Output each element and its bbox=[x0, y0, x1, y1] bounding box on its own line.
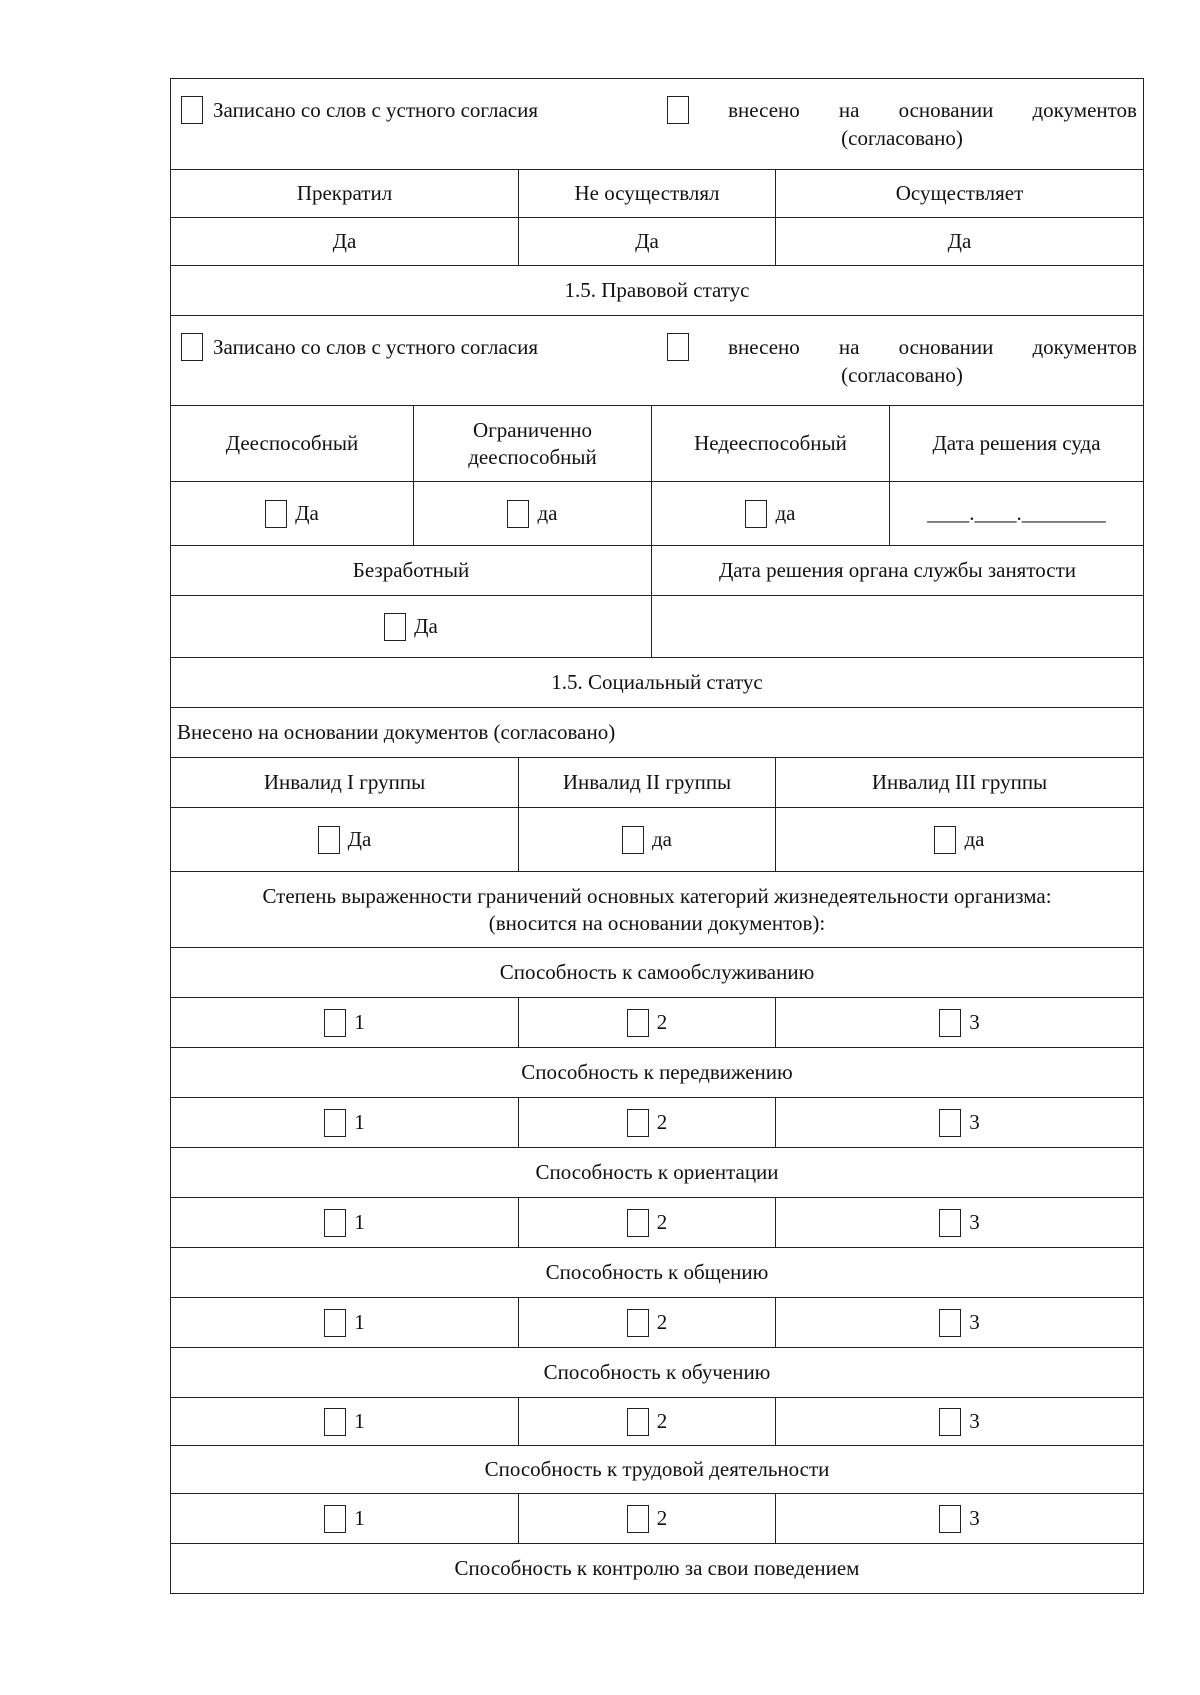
level-option bbox=[775, 1298, 1143, 1347]
value-engaged[interactable]: Да bbox=[775, 218, 1143, 265]
level-1-checkbox[interactable] bbox=[324, 1408, 346, 1436]
capable-option bbox=[171, 482, 413, 545]
header-limited-capable-text: Ограниченно дееспособный bbox=[468, 417, 597, 469]
level-option bbox=[518, 1298, 775, 1347]
docs-consent-word: внесено bbox=[728, 97, 800, 122]
level-1-label: 1 bbox=[354, 1210, 365, 1234]
questionnaire-form bbox=[170, 78, 1144, 1594]
consent-cell bbox=[171, 79, 1143, 169]
category-levels-row bbox=[171, 1397, 1143, 1445]
unemployment-header-row bbox=[171, 545, 1143, 595]
level-option bbox=[775, 1398, 1143, 1445]
category-title-row bbox=[171, 1247, 1143, 1297]
docs-consent-word: на bbox=[838, 97, 860, 122]
oral-consent-label: Записано со слов с устного согласия bbox=[213, 334, 538, 359]
level-2-checkbox[interactable] bbox=[627, 1505, 649, 1533]
category-title-row bbox=[171, 1047, 1143, 1097]
level-2-label: 2 bbox=[656, 1210, 668, 1234]
level-option bbox=[518, 1098, 775, 1147]
level-2-label: 2 bbox=[656, 1110, 668, 1134]
header-not-engaged: Не осуществлял bbox=[518, 170, 775, 217]
level-option bbox=[171, 1098, 518, 1147]
category-self-care-title: Способность к самообслуживанию bbox=[499, 960, 815, 984]
category-self-control-title: Способность к контролю за свои поведением bbox=[454, 1556, 860, 1580]
disability-group-1-label: Да bbox=[347, 827, 372, 851]
category-levels-row bbox=[171, 997, 1143, 1047]
disability-group-2-header: Инвалид II группы bbox=[518, 758, 775, 807]
disability-values-row bbox=[171, 807, 1143, 871]
category-title-row bbox=[171, 1543, 1143, 1593]
level-2-checkbox[interactable] bbox=[627, 1209, 649, 1237]
level-option bbox=[171, 998, 518, 1047]
level-3-label: 3 bbox=[969, 1010, 980, 1034]
unemployment-decision-date-field[interactable] bbox=[651, 596, 1143, 657]
level-3-label: 3 bbox=[969, 1310, 980, 1334]
header-incapable: Недееспособный bbox=[651, 406, 889, 481]
level-option bbox=[775, 998, 1143, 1047]
docs-consent-label-line2: (согласовано) bbox=[841, 126, 963, 150]
employment-header-row bbox=[171, 169, 1143, 217]
unemployed-checkbox[interactable] bbox=[384, 613, 406, 641]
docs-consent-label-line2: (согласовано) bbox=[841, 363, 963, 387]
unemployed-header: Безработный bbox=[352, 558, 470, 582]
category-levels-row bbox=[171, 1297, 1143, 1347]
category-communication-title: Способность к общению bbox=[545, 1260, 769, 1284]
unemployment-values-row bbox=[171, 595, 1143, 657]
level-2-checkbox[interactable] bbox=[627, 1309, 649, 1337]
social-status-note-row bbox=[171, 707, 1143, 757]
level-option bbox=[518, 1198, 775, 1247]
category-orientation-title: Способность к ориентации bbox=[535, 1160, 779, 1184]
level-3-checkbox[interactable] bbox=[939, 1408, 961, 1436]
legal-status-title-row bbox=[171, 265, 1143, 315]
category-levels-row bbox=[171, 1097, 1143, 1147]
disability-group-2-label: да bbox=[651, 827, 672, 851]
level-option bbox=[518, 998, 775, 1047]
level-2-checkbox[interactable] bbox=[627, 1408, 649, 1436]
incapable-option-label: да bbox=[775, 501, 796, 525]
capable-option-label: Да bbox=[295, 501, 319, 525]
level-2-label: 2 bbox=[656, 1010, 668, 1034]
level-option bbox=[171, 1298, 518, 1347]
level-option bbox=[775, 1098, 1143, 1147]
social-status-title: 1.5. Социальный статус bbox=[551, 670, 763, 694]
category-title-row bbox=[171, 1347, 1143, 1397]
oral-consent-checkbox[interactable] bbox=[181, 96, 203, 124]
category-work-title: Способность к трудовой деятельности bbox=[484, 1457, 830, 1481]
level-2-label: 2 bbox=[656, 1409, 668, 1433]
level-3-checkbox[interactable] bbox=[939, 1009, 961, 1037]
header-engaged: Осуществляет bbox=[775, 170, 1143, 217]
level-1-checkbox[interactable] bbox=[324, 1009, 346, 1037]
unemployed-option-label: Да bbox=[414, 614, 438, 638]
level-2-label: 2 bbox=[656, 1310, 668, 1334]
level-1-checkbox[interactable] bbox=[324, 1505, 346, 1533]
category-learning-title: Способность к обучению bbox=[543, 1360, 771, 1384]
category-title-row bbox=[171, 1445, 1143, 1493]
disability-group-2-checkbox[interactable] bbox=[622, 826, 644, 854]
docs-consent-word: основании bbox=[898, 97, 994, 122]
legal-status-title: 1.5. Правовой статус bbox=[564, 278, 750, 302]
level-option bbox=[775, 1494, 1143, 1543]
level-1-label: 1 bbox=[354, 1010, 365, 1034]
level-3-label: 3 bbox=[969, 1506, 980, 1530]
docs-consent-checkbox[interactable] bbox=[667, 96, 689, 124]
unemployed-option bbox=[171, 596, 651, 657]
limited-capable-option bbox=[413, 482, 651, 545]
disability-group-1-checkbox[interactable] bbox=[318, 826, 340, 854]
incapable-checkbox[interactable] bbox=[745, 500, 767, 528]
header-court-date: Дата решения суда bbox=[889, 406, 1143, 481]
docs-consent-word: документов bbox=[1032, 334, 1137, 359]
level-option bbox=[518, 1398, 775, 1445]
capable-checkbox[interactable] bbox=[265, 500, 287, 528]
level-3-checkbox[interactable] bbox=[939, 1505, 961, 1533]
legal-capacity-header-row bbox=[171, 405, 1143, 481]
social-status-title-row bbox=[171, 657, 1143, 707]
social-status-note: Внесено на основании документов (согласовано) bbox=[177, 720, 616, 744]
level-1-label: 1 bbox=[354, 1506, 365, 1530]
oral-consent-label: Записано со слов с устного согласия bbox=[213, 97, 538, 122]
court-date-blank: ____.____.________ bbox=[927, 501, 1106, 525]
header-capable: Дееспособный bbox=[225, 431, 359, 455]
oral-consent-checkbox[interactable] bbox=[181, 333, 203, 361]
disability-group-3-label: да bbox=[964, 827, 985, 851]
legal-capacity-values-row bbox=[171, 481, 1143, 545]
level-2-label: 2 bbox=[656, 1506, 668, 1530]
unemployment-decision-header: Дата решения органа службы занятости bbox=[651, 546, 1143, 595]
level-3-label: 3 bbox=[969, 1210, 980, 1234]
disability-group-2-option bbox=[518, 808, 775, 871]
value-stopped[interactable]: Да bbox=[332, 229, 357, 253]
limitations-heading bbox=[171, 872, 1143, 947]
level-option bbox=[518, 1494, 775, 1543]
category-title-row bbox=[171, 1147, 1143, 1197]
consent-cell bbox=[171, 316, 1143, 405]
level-3-label: 3 bbox=[969, 1110, 980, 1134]
level-option bbox=[775, 1198, 1143, 1247]
category-mobility-title: Способность к передвижению bbox=[521, 1060, 793, 1084]
category-title-row bbox=[171, 947, 1143, 997]
consent-row-legal bbox=[171, 315, 1143, 405]
disability-group-1-option bbox=[171, 808, 518, 871]
category-levels-row bbox=[171, 1197, 1143, 1247]
limited-capable-checkbox[interactable] bbox=[507, 500, 529, 528]
disability-group-3-header: Инвалид III группы bbox=[775, 758, 1143, 807]
disability-group-1-header: Инвалид I группы bbox=[263, 770, 426, 794]
value-not-engaged[interactable]: Да bbox=[518, 218, 775, 265]
level-1-checkbox[interactable] bbox=[324, 1109, 346, 1137]
docs-consent-word: документов bbox=[1032, 97, 1137, 122]
disability-group-3-checkbox[interactable] bbox=[934, 826, 956, 854]
docs-consent-checkbox[interactable] bbox=[667, 333, 689, 361]
level-3-checkbox[interactable] bbox=[939, 1309, 961, 1337]
disability-header-row bbox=[171, 757, 1143, 807]
level-2-checkbox[interactable] bbox=[627, 1009, 649, 1037]
docs-consent-word: основании bbox=[898, 334, 994, 359]
employment-values-row bbox=[171, 217, 1143, 265]
level-1-label: 1 bbox=[354, 1110, 365, 1134]
consent-row-employment bbox=[171, 79, 1143, 169]
category-levels-row bbox=[171, 1493, 1143, 1543]
limited-capable-option-label: да bbox=[537, 501, 558, 525]
incapable-option bbox=[651, 482, 889, 545]
level-1-label: 1 bbox=[354, 1409, 365, 1433]
disability-group-3-option bbox=[775, 808, 1143, 871]
level-option bbox=[171, 1494, 518, 1543]
level-3-checkbox[interactable] bbox=[939, 1209, 961, 1237]
limitations-heading-line1: Степень выраженности граничений основных категорий жизнедеятельности организма: bbox=[262, 883, 1052, 908]
level-1-checkbox[interactable] bbox=[324, 1309, 346, 1337]
header-limited-capable bbox=[413, 406, 651, 481]
level-2-checkbox[interactable] bbox=[627, 1109, 649, 1137]
level-1-checkbox[interactable] bbox=[324, 1209, 346, 1237]
level-3-label: 3 bbox=[969, 1409, 980, 1433]
level-option bbox=[171, 1198, 518, 1247]
level-1-label: 1 bbox=[354, 1310, 365, 1334]
limitations-heading-row bbox=[171, 871, 1143, 947]
court-date-field[interactable] bbox=[889, 482, 1143, 545]
level-3-checkbox[interactable] bbox=[939, 1109, 961, 1137]
level-option bbox=[171, 1398, 518, 1445]
docs-consent-word: на bbox=[838, 334, 860, 359]
docs-consent-word: внесено bbox=[728, 334, 800, 359]
header-stopped: Прекратил bbox=[296, 181, 393, 205]
limitations-heading-line2: (вносится на основании документов): bbox=[488, 910, 826, 935]
